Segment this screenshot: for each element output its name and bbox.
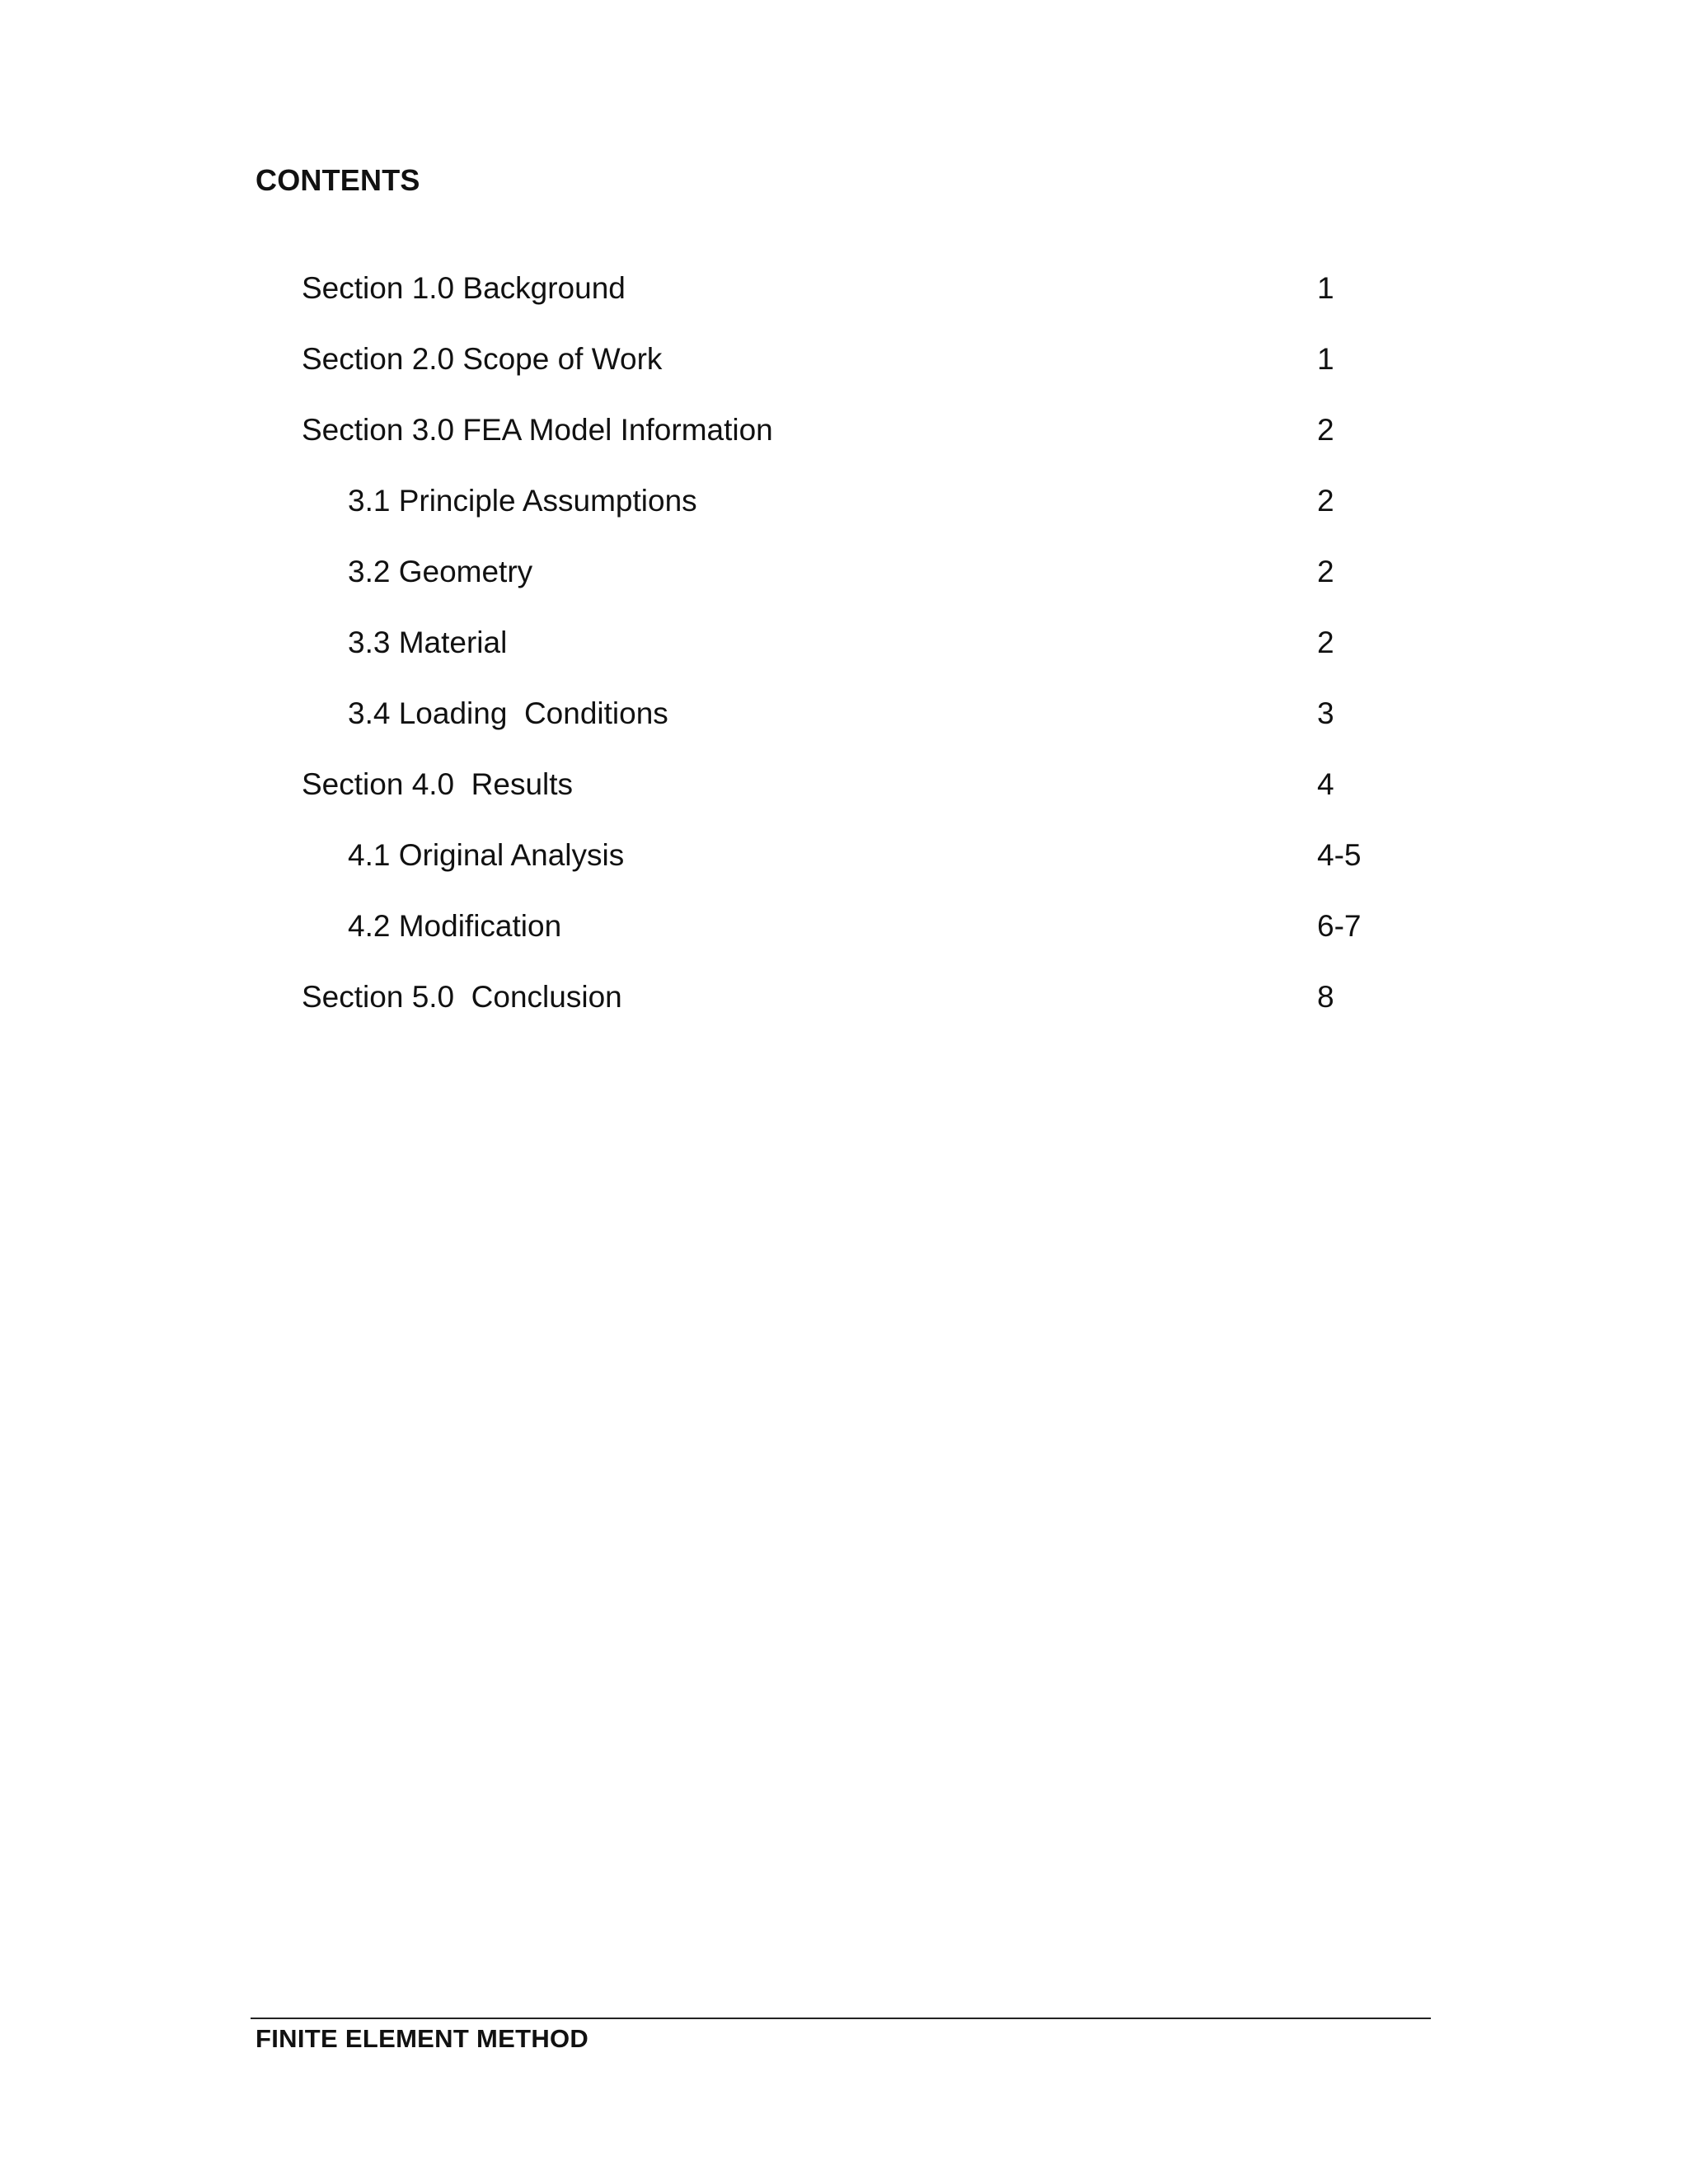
toc-entry-page: 1 bbox=[1317, 271, 1334, 305]
toc-entry-section-4-1 bbox=[0, 838, 1688, 888]
toc-entry-section-3-1 bbox=[0, 484, 1688, 533]
toc-entry-label: 3.2 Geometry bbox=[348, 555, 533, 588]
toc-entry-section-3 bbox=[0, 413, 1688, 462]
toc-entry-page: 4 bbox=[1317, 767, 1334, 801]
toc-entry-section-4 bbox=[0, 767, 1688, 817]
toc-entry-section-3-3 bbox=[0, 626, 1688, 675]
toc-entry-page: 1 bbox=[1317, 342, 1334, 376]
toc-entry-section-5 bbox=[0, 980, 1688, 1029]
toc-entry-page: 6-7 bbox=[1317, 909, 1362, 943]
toc-entry-label: 3.3 Material bbox=[348, 626, 508, 659]
toc-entry-page: 2 bbox=[1317, 555, 1334, 588]
toc-entry-label: Section 4.0 Results bbox=[302, 767, 574, 801]
toc-entry-label: Section 5.0 Conclusion bbox=[302, 980, 622, 1014]
page-title: CONTENTS bbox=[256, 163, 420, 197]
toc-entry-label: 3.4 Loading Conditions bbox=[348, 696, 668, 730]
toc-entry-label: 4.1 Original Analysis bbox=[348, 838, 625, 872]
toc-entry-section-1 bbox=[0, 271, 1688, 321]
toc-entry-section-3-2 bbox=[0, 555, 1688, 604]
toc-entry-section-2 bbox=[0, 342, 1688, 391]
toc-entry-page: 2 bbox=[1317, 484, 1334, 518]
footer-divider bbox=[251, 2018, 1431, 2019]
toc-entry-label: Section 1.0 Background bbox=[302, 271, 626, 305]
toc-entry-page: 3 bbox=[1317, 696, 1334, 730]
toc-entry-label: Section 3.0 FEA Model Information bbox=[302, 413, 773, 447]
toc-entry-section-3-4 bbox=[0, 696, 1688, 746]
toc-entry-label: 3.1 Principle Assumptions bbox=[348, 484, 697, 518]
toc-entry-page: 8 bbox=[1317, 980, 1334, 1014]
toc-entry-label: Section 2.0 Scope of Work bbox=[302, 342, 663, 376]
toc-entry-section-4-2 bbox=[0, 909, 1688, 958]
toc-entry-page: 4-5 bbox=[1317, 838, 1362, 872]
toc-entry-page: 2 bbox=[1317, 626, 1334, 659]
toc-entry-page: 2 bbox=[1317, 413, 1334, 447]
toc-entry-label: 4.2 Modification bbox=[348, 909, 562, 943]
footer-title: FINITE ELEMENT METHOD bbox=[256, 2024, 589, 2053]
table-of-contents bbox=[0, 0, 1688, 1071]
